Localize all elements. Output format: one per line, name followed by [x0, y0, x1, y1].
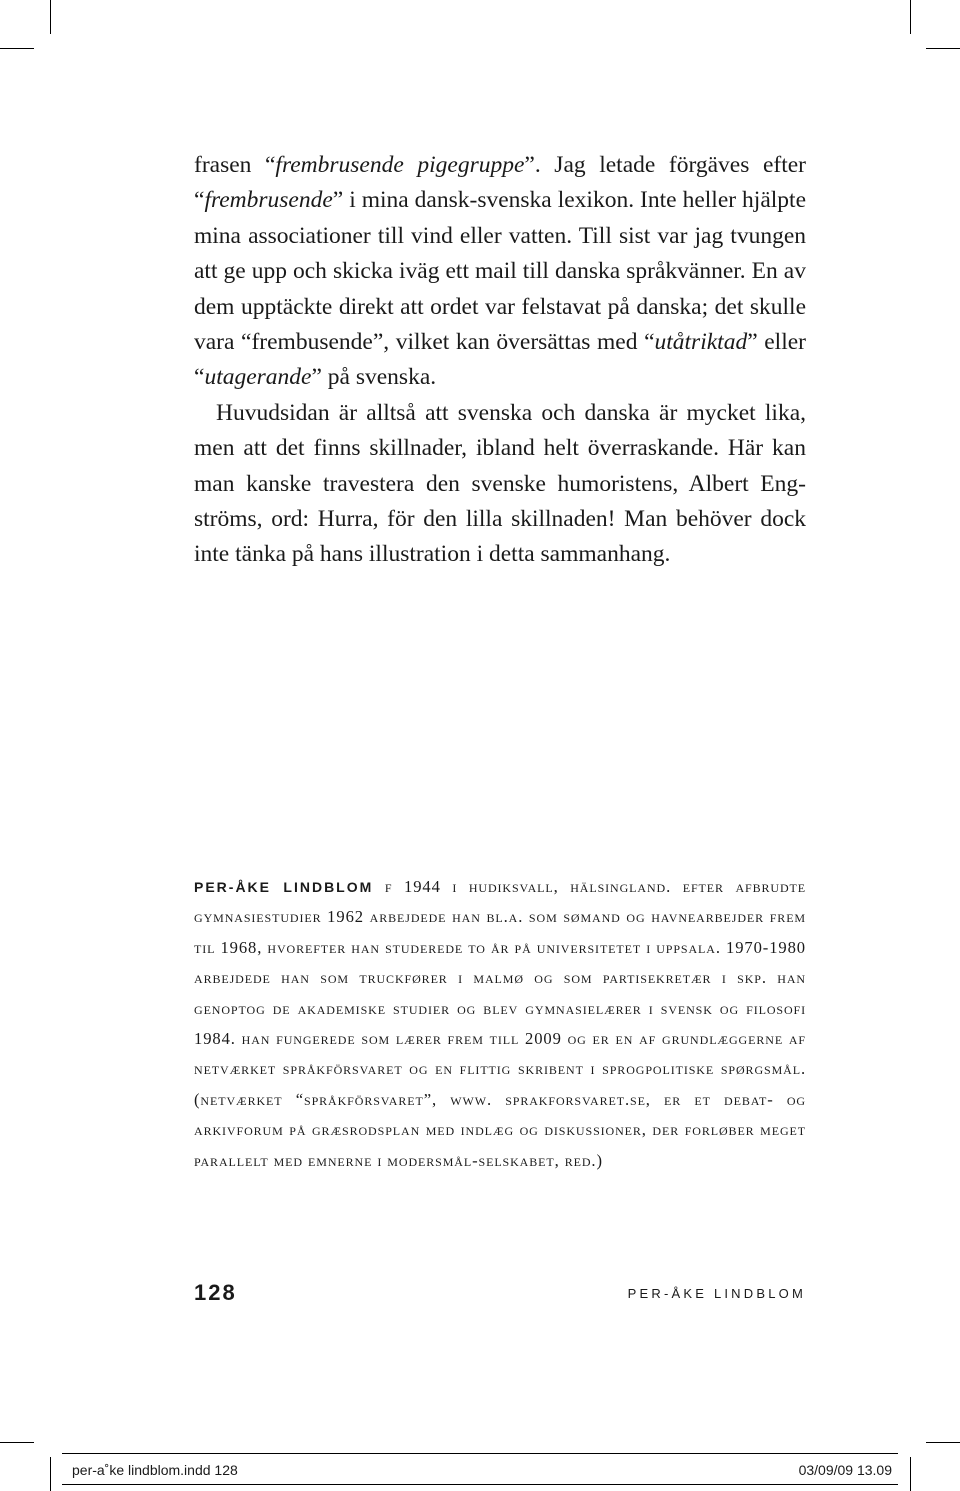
text-run: frasen “ [194, 152, 276, 178]
crop-mark [50, 1457, 51, 1491]
crop-mark [910, 1457, 911, 1491]
crop-mark [926, 1442, 960, 1443]
text-run: ” på svenska. [311, 364, 437, 391]
text-run: ” eller “ [194, 329, 806, 391]
slug-filename: per-a˚ke lindblom.indd 128 [72, 1462, 238, 1478]
crop-mark [0, 1442, 34, 1443]
paragraph [194, 148, 806, 396]
italic-term: utåtriktad [654, 329, 748, 356]
author-bio [194, 872, 806, 1176]
crop-mark [50, 0, 51, 34]
body-text [194, 148, 806, 573]
print-slug [62, 1453, 898, 1485]
slug-timestamp: 03/09/09 13.09 [798, 1462, 892, 1478]
text-run: ” i mina dansk-svenska lexikon. Inte heller hjälpte mina associationer till vind eller vatten. Till sist var jag tvungen att ge upp och skicka iväg ett mail till danska språkvänner. En av dem upptäckte direkt att ordet var felstavat på danska; det skulle vara “frembusende”, vilket kan översättas med “ [194, 187, 806, 356]
text-run: ”. Jag letade förgäves efter “ [194, 152, 806, 214]
italic-term: frembrusende [204, 187, 333, 214]
author-name: PER-ÅKE LINDBLOM [194, 879, 374, 895]
italic-term: utagerande [204, 364, 312, 391]
paragraph: Huvudsidan är alltså att svenska och danska är mycket lika, men att det finns skillnader, ibland helt överraskande. Här kan man kanske travestera den svenske humoristens, Albert Engströms, ord: Hurra, för den lilla skillnaden! Man behöver dock inte tänka på hans illustration i detta sammanhang. [194, 399, 806, 568]
page-number: 128 [194, 1280, 237, 1305]
crop-mark [0, 48, 34, 49]
italic-term: frembrusende pigegruppe [275, 152, 525, 178]
crop-mark [926, 48, 960, 49]
crop-mark [910, 0, 911, 34]
running-head: PER-ÅKE LINDBLOM [627, 1286, 806, 1301]
bio-text: f 1944 i hudiksvall, hälsingland. efter afbrudte gymnasiestudier 1962 arbejdede han bl.a. som sømand og havnearbejder frem til 1968, hvorefter han studerede to år på universitetet i uppsala. 1970-1980 arbejdede han som truckfører i malmø og som partisekretær i skp. han genoptog de akademiske studier og blev gymnasielærer i svensk og filosofi 1984. han fungerede som lærer frem till 2009 og er en af grundlæggerne af netværket språkförsvaret og en flittig skribent i sprogpolitiske spørgsmål. (netværket “språkförsvaret”, www. sprakforsvaret.se, er et debat- og arkivforum på græsrodsplan med indlæg og diskussioner, der forløber meget parallelt med emnerne i modersmål-selskabet, red.) [194, 877, 806, 1170]
